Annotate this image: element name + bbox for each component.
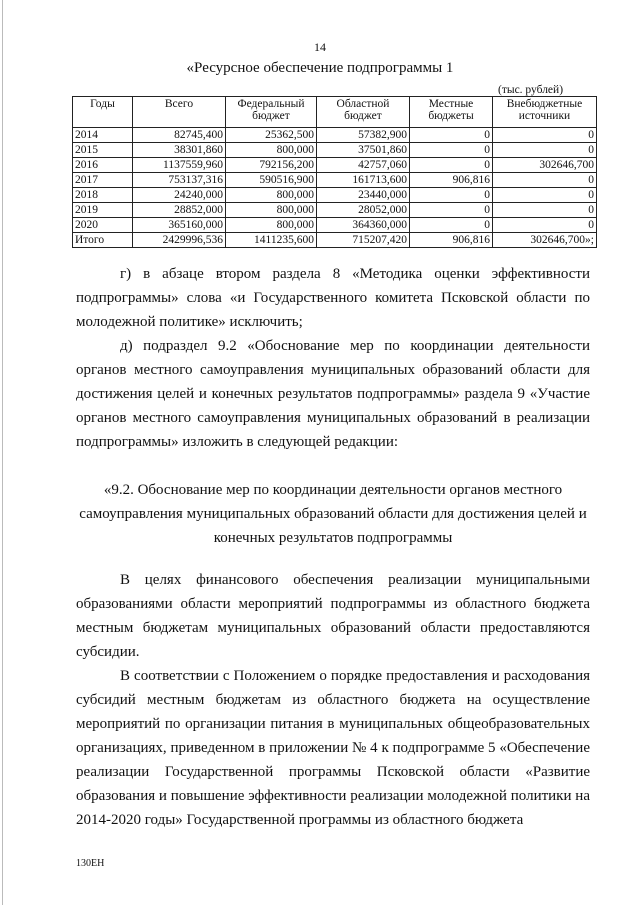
cell-total: 28852,000 [133,203,226,218]
cell-extrabudget: 0 [493,188,597,203]
cell-extrabudget: 302646,700»; [493,233,597,248]
cell-total: 365160,000 [133,218,226,233]
cell-federal: 1411235,600 [226,233,317,248]
resource-table [72,96,597,248]
table-row [73,158,597,173]
paragraph-d [76,334,590,454]
header-extrabudget: Внебюджетные источники [493,97,597,128]
paragraph-1-text: В целях финансового обеспечения реализации муниципальными образованиями области мероприятий подпрограммы из областного бюджета местным бюджетам муниципальных образований области предоставляются субсидии. [76,572,590,660]
cell-year: 2016 [73,158,133,173]
cell-regional: 57382,900 [317,128,410,143]
table-header-row [73,97,597,128]
cell-extrabudget: 0 [493,128,597,143]
cell-regional: 364360,000 [317,218,410,233]
cell-regional: 23440,000 [317,188,410,203]
header-years: Годы [73,97,133,128]
table-row [73,203,597,218]
footer-code: 130ЕН [76,858,105,869]
cell-total: 1137559,960 [133,158,226,173]
cell-federal: 800,000 [226,203,317,218]
table-row [73,188,597,203]
cell-total: 753137,316 [133,173,226,188]
cell-local: 0 [410,218,493,233]
cell-total: 38301,860 [133,143,226,158]
cell-extrabudget: 302646,700 [493,158,597,173]
paragraph-1 [76,568,590,664]
cell-extrabudget: 0 [493,203,597,218]
cell-year: 2014 [73,128,133,143]
table-row [73,143,597,158]
cell-federal: 792156,200 [226,158,317,173]
cell-regional: 37501,860 [317,143,410,158]
cell-total: 24240,000 [133,188,226,203]
cell-regional: 715207,420 [317,233,410,248]
header-federal: Федеральный бюджет [226,97,317,128]
cell-local: 0 [410,158,493,173]
paragraph-g [76,262,590,334]
cell-year: 2018 [73,188,133,203]
header-total: Всего [133,97,226,128]
cell-federal: 800,000 [226,218,317,233]
cell-local: 906,816 [410,173,493,188]
paragraph-2 [76,664,590,832]
cell-extrabudget: 0 [493,218,597,233]
cell-year: 2019 [73,203,133,218]
cell-total: 82745,400 [133,128,226,143]
cell-federal: 800,000 [226,188,317,203]
cell-local: 0 [410,128,493,143]
table-row [73,218,597,233]
header-local: Местные бюджеты [410,97,493,128]
paragraph-2-text: В соответствии с Положением о порядке предоставления и расходования субсидий местным бюджетам из областного бюджета на осуществление мероприятий по организации питания в муниципальных общеобразовательных организациях, приведенном в приложении № 4 к подпрограмме 5 «Обеспечение реализации Государственной программы Псковской области «Развитие образования и повышение эффективности реализации молодежной политики на 2014-2020 годы» Государственной программы из областного бюджета [76,668,590,828]
cell-year: 2020 [73,218,133,233]
paragraph-g-text: г) в абзаце втором раздела 8 «Методика оценки эффективности подпрограммы» слова «и Государственного комитета Псковской области по молодежной политике» исключить; [76,266,590,330]
table-row [73,173,597,188]
cell-federal: 590516,900 [226,173,317,188]
cell-year: 2017 [73,173,133,188]
cell-year: 2015 [73,143,133,158]
cell-total: 2429996,536 [133,233,226,248]
units-label: (тыс. рублей) [498,84,564,96]
cell-regional: 161713,600 [317,173,410,188]
cell-local: 0 [410,143,493,158]
header-regional: Областной бюджет [317,97,410,128]
section-heading-9-2: «9.2. Обоснование мер по координации деятельности органов местного самоуправления муниципальных образований области для достижения целей и конечных результатов подпрограммы [79,482,587,546]
cell-local: 0 [410,203,493,218]
cell-regional: 42757,060 [317,158,410,173]
paragraph-d-text: д) подраздел 9.2 «Обоснование мер по координации деятельности органов местного самоуправления муниципальных образований области для достижения целей и конечных результатов подпрограммы» раздела 9 «Участие органов местного самоуправления муниципальных образований в реализации подпрограммы» изложить в следующей редакции: [76,338,590,450]
table-row [73,128,597,143]
page-number: 14 [314,40,326,54]
cell-regional: 28052,000 [317,203,410,218]
cell-federal: 25362,500 [226,128,317,143]
cell-extrabudget: 0 [493,173,597,188]
table-title: «Ресурсное обеспечение подпрограммы 1 [186,60,454,76]
scan-edge [2,0,3,905]
cell-local: 906,816 [410,233,493,248]
cell-federal: 800,000 [226,143,317,158]
table-total-row [73,233,597,248]
cell-local: 0 [410,188,493,203]
cell-extrabudget: 0 [493,143,597,158]
cell-year: Итого [73,233,133,248]
